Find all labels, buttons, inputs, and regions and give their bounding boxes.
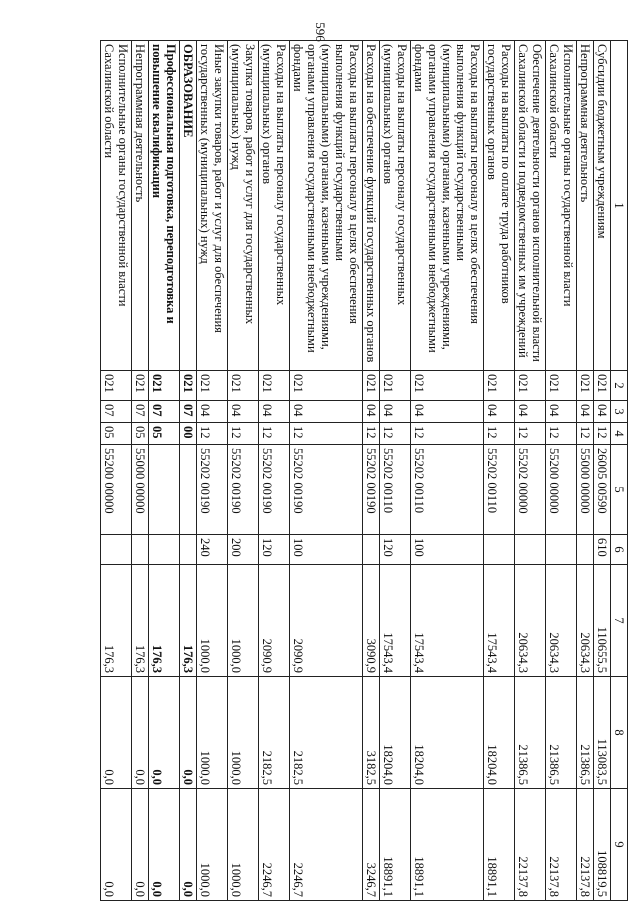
section-cell: 04 (290, 401, 363, 423)
column-number: 7 (611, 565, 628, 677)
section-cell: 04 (228, 401, 259, 423)
admin-code-cell: 021 (101, 371, 132, 401)
table-row (197, 41, 228, 901)
budget-table (100, 40, 628, 901)
section-cell: 04 (197, 401, 228, 423)
target-article-cell: 55202 00110 (411, 445, 484, 535)
table-row (546, 41, 577, 901)
table-body (101, 41, 611, 901)
amount-year1-cell: 3090,9 (363, 565, 380, 677)
section-cell: 04 (380, 401, 411, 423)
amount-year1-cell: 110655,5 (594, 565, 611, 677)
subsection-cell: 12 (363, 423, 380, 445)
amount-year3-cell: 1000,0 (197, 789, 228, 901)
admin-code-cell: 021 (484, 371, 515, 401)
target-article-cell: 55000 00000 (577, 445, 594, 535)
expense-type-cell (577, 535, 594, 565)
expense-type-cell (101, 535, 132, 565)
subsection-cell: 12 (228, 423, 259, 445)
expense-type-cell: 100 (290, 535, 363, 565)
table-row (132, 41, 149, 901)
amount-year3-cell: 1000,0 (228, 789, 259, 901)
amount-year3-cell: 0,0 (101, 789, 132, 901)
column-number: 6 (611, 535, 628, 565)
admin-code-cell: 021 (290, 371, 363, 401)
subsection-cell: 00 (180, 423, 197, 445)
table-row (515, 41, 546, 901)
admin-code-cell: 021 (380, 371, 411, 401)
name-cell: ОБРАЗОВАНИЕ (180, 41, 197, 371)
expense-type-cell (180, 535, 197, 565)
amount-year2-cell: 18204,0 (484, 677, 515, 789)
amount-year2-cell: 21386,5 (577, 677, 594, 789)
amount-year2-cell: 0,0 (149, 677, 180, 789)
subsection-cell: 12 (577, 423, 594, 445)
admin-code-cell: 021 (149, 371, 180, 401)
expense-type-cell (546, 535, 577, 565)
admin-code-cell: 021 (180, 371, 197, 401)
amount-year2-cell: 113083,5 (594, 677, 611, 789)
target-article-cell: 55202 00190 (228, 445, 259, 535)
admin-code-cell: 021 (228, 371, 259, 401)
section-cell: 04 (515, 401, 546, 423)
section-cell: 04 (411, 401, 484, 423)
section-cell: 07 (149, 401, 180, 423)
expense-type-cell: 120 (380, 535, 411, 565)
name-cell: Расходы на выплаты по оплате труда работников государственных органов (484, 41, 515, 371)
amount-year1-cell: 17543,4 (411, 565, 484, 677)
amount-year2-cell: 21386,5 (515, 677, 546, 789)
amount-year1-cell: 17543,4 (484, 565, 515, 677)
section-cell: 07 (101, 401, 132, 423)
admin-code-cell: 021 (546, 371, 577, 401)
target-article-cell: 55202 00190 (363, 445, 380, 535)
amount-year2-cell: 18204,0 (411, 677, 484, 789)
amount-year3-cell: 2246,7 (290, 789, 363, 901)
target-article-cell (149, 445, 180, 535)
target-article-cell: 55202 00110 (484, 445, 515, 535)
amount-year1-cell: 176,3 (132, 565, 149, 677)
name-cell: Расходы на выплаты персоналу государственных (муниципальных) органов (259, 41, 290, 371)
rotated-table-wrapper (48, 40, 628, 900)
column-number: 8 (611, 677, 628, 789)
target-article-cell: 55200 00000 (546, 445, 577, 535)
table-row (363, 41, 380, 901)
table-row (484, 41, 515, 901)
amount-year3-cell: 3246,7 (363, 789, 380, 901)
expense-type-cell: 610 (594, 535, 611, 565)
subsection-cell: 12 (197, 423, 228, 445)
admin-code-cell: 021 (363, 371, 380, 401)
amount-year1-cell: 176,3 (180, 565, 197, 677)
amount-year3-cell: 18891,1 (411, 789, 484, 901)
column-number: 3 (611, 401, 628, 423)
table-row (228, 41, 259, 901)
column-number: 2 (611, 371, 628, 401)
amount-year2-cell: 3182,5 (363, 677, 380, 789)
expense-type-cell (132, 535, 149, 565)
name-cell: Непрограммная деятельность (577, 41, 594, 371)
subsection-cell: 12 (546, 423, 577, 445)
name-cell: Расходы на выплаты персоналу в целях обеспечения выполнения функций государственными (муниципальными) органами, казенными учреждениями, органами управления государственными внебюджетными фондами (290, 41, 363, 371)
subsection-cell: 05 (132, 423, 149, 445)
table-row (594, 41, 611, 901)
amount-year3-cell: 0,0 (180, 789, 197, 901)
amount-year2-cell: 0,0 (180, 677, 197, 789)
admin-code-cell: 021 (132, 371, 149, 401)
subsection-cell: 05 (101, 423, 132, 445)
admin-code-cell: 021 (515, 371, 546, 401)
target-article-cell: 55202 00190 (197, 445, 228, 535)
amount-year2-cell: 0,0 (101, 677, 132, 789)
table-row (290, 41, 363, 901)
expense-type-cell: 200 (228, 535, 259, 565)
column-number: 4 (611, 423, 628, 445)
section-cell: 04 (484, 401, 515, 423)
name-cell: Исполнительные органы государственной власти Сахалинской области (546, 41, 577, 371)
column-number: 1 (611, 41, 628, 371)
section-cell: 04 (546, 401, 577, 423)
amount-year3-cell: 108819,5 (594, 789, 611, 901)
page-number: 596 (313, 22, 328, 42)
admin-code-cell: 021 (577, 371, 594, 401)
amount-year2-cell: 1000,0 (228, 677, 259, 789)
table-row (259, 41, 290, 901)
expense-type-cell: 120 (259, 535, 290, 565)
subsection-cell: 05 (149, 423, 180, 445)
amount-year2-cell: 0,0 (132, 677, 149, 789)
amount-year2-cell: 21386,5 (546, 677, 577, 789)
target-article-cell: 55200 00000 (101, 445, 132, 535)
name-cell: Исполнительные органы государственной власти Сахалинской области (101, 41, 132, 371)
target-article-cell: 55202 00110 (380, 445, 411, 535)
amount-year2-cell: 2182,5 (290, 677, 363, 789)
amount-year3-cell: 22137,8 (546, 789, 577, 901)
amount-year1-cell: 176,3 (149, 565, 180, 677)
expense-type-cell (149, 535, 180, 565)
column-number-row (611, 41, 628, 901)
amount-year3-cell: 22137,8 (577, 789, 594, 901)
column-number: 5 (611, 445, 628, 535)
section-cell: 04 (259, 401, 290, 423)
section-cell: 04 (363, 401, 380, 423)
expense-type-cell (484, 535, 515, 565)
table-row (149, 41, 180, 901)
amount-year1-cell: 20634,3 (577, 565, 594, 677)
expense-type-cell (515, 535, 546, 565)
name-cell: Обеспечение деятельности органов исполнительной власти Сахалинской области и подведомственных им учреждений (515, 41, 546, 371)
expense-type-cell: 240 (197, 535, 228, 565)
name-cell: Иные закупки товаров, работ и услуг для обеспечения государственных (муниципальных) нужд (197, 41, 228, 371)
amount-year3-cell: 2246,7 (259, 789, 290, 901)
subsection-cell: 12 (515, 423, 546, 445)
subsection-cell: 12 (380, 423, 411, 445)
admin-code-cell: 021 (197, 371, 228, 401)
section-cell: 04 (594, 401, 611, 423)
subsection-cell: 12 (259, 423, 290, 445)
amount-year1-cell: 176,3 (101, 565, 132, 677)
amount-year1-cell: 20634,3 (515, 565, 546, 677)
amount-year1-cell: 2090,9 (290, 565, 363, 677)
amount-year3-cell: 0,0 (149, 789, 180, 901)
column-number: 9 (611, 789, 628, 901)
name-cell: Расходы на выплаты персоналу в целях обеспечения выполнения функций государственными (муниципальными) органами, казенными учреждениями, органами управления государственными внебюджетными фондами (411, 41, 484, 371)
target-article-cell: 26005 00590 (594, 445, 611, 535)
admin-code-cell: 021 (411, 371, 484, 401)
section-cell: 04 (577, 401, 594, 423)
name-cell: Профессиональная подготовка, переподготовка и повышение квалификации (149, 41, 180, 371)
expense-type-cell (363, 535, 380, 565)
admin-code-cell: 021 (594, 371, 611, 401)
table-row (101, 41, 132, 901)
amount-year3-cell: 22137,8 (515, 789, 546, 901)
subsection-cell: 12 (411, 423, 484, 445)
table-row (380, 41, 411, 901)
target-article-cell: 55202 00000 (515, 445, 546, 535)
target-article-cell (180, 445, 197, 535)
target-article-cell: 55202 00190 (290, 445, 363, 535)
table-row (411, 41, 484, 901)
target-article-cell: 55202 00190 (259, 445, 290, 535)
table-row (180, 41, 197, 901)
amount-year1-cell: 1000,0 (197, 565, 228, 677)
subsection-cell: 12 (290, 423, 363, 445)
subsection-cell: 12 (594, 423, 611, 445)
target-article-cell: 55000 00000 (132, 445, 149, 535)
amount-year1-cell: 17543,4 (380, 565, 411, 677)
amount-year2-cell: 18204,0 (380, 677, 411, 789)
name-cell: Расходы на выплаты персоналу государственных (муниципальных) органов (380, 41, 411, 371)
name-cell: Расходы на обеспечение функций государственных органов (363, 41, 380, 371)
section-cell: 07 (180, 401, 197, 423)
section-cell: 07 (132, 401, 149, 423)
amount-year3-cell: 18891,1 (380, 789, 411, 901)
admin-code-cell: 021 (259, 371, 290, 401)
amount-year2-cell: 1000,0 (197, 677, 228, 789)
name-cell: Непрограммная деятельность (132, 41, 149, 371)
amount-year2-cell: 2182,5 (259, 677, 290, 789)
name-cell: Субсидии бюджетным учреждениям (594, 41, 611, 371)
table-row (577, 41, 594, 901)
amount-year3-cell: 0,0 (132, 789, 149, 901)
amount-year1-cell: 1000,0 (228, 565, 259, 677)
amount-year3-cell: 18891,1 (484, 789, 515, 901)
amount-year1-cell: 2090,9 (259, 565, 290, 677)
name-cell: Закупка товаров, работ и услуг для государственных (муниципальных) нужд (228, 41, 259, 371)
expense-type-cell: 100 (411, 535, 484, 565)
subsection-cell: 12 (484, 423, 515, 445)
amount-year1-cell: 20634,3 (546, 565, 577, 677)
